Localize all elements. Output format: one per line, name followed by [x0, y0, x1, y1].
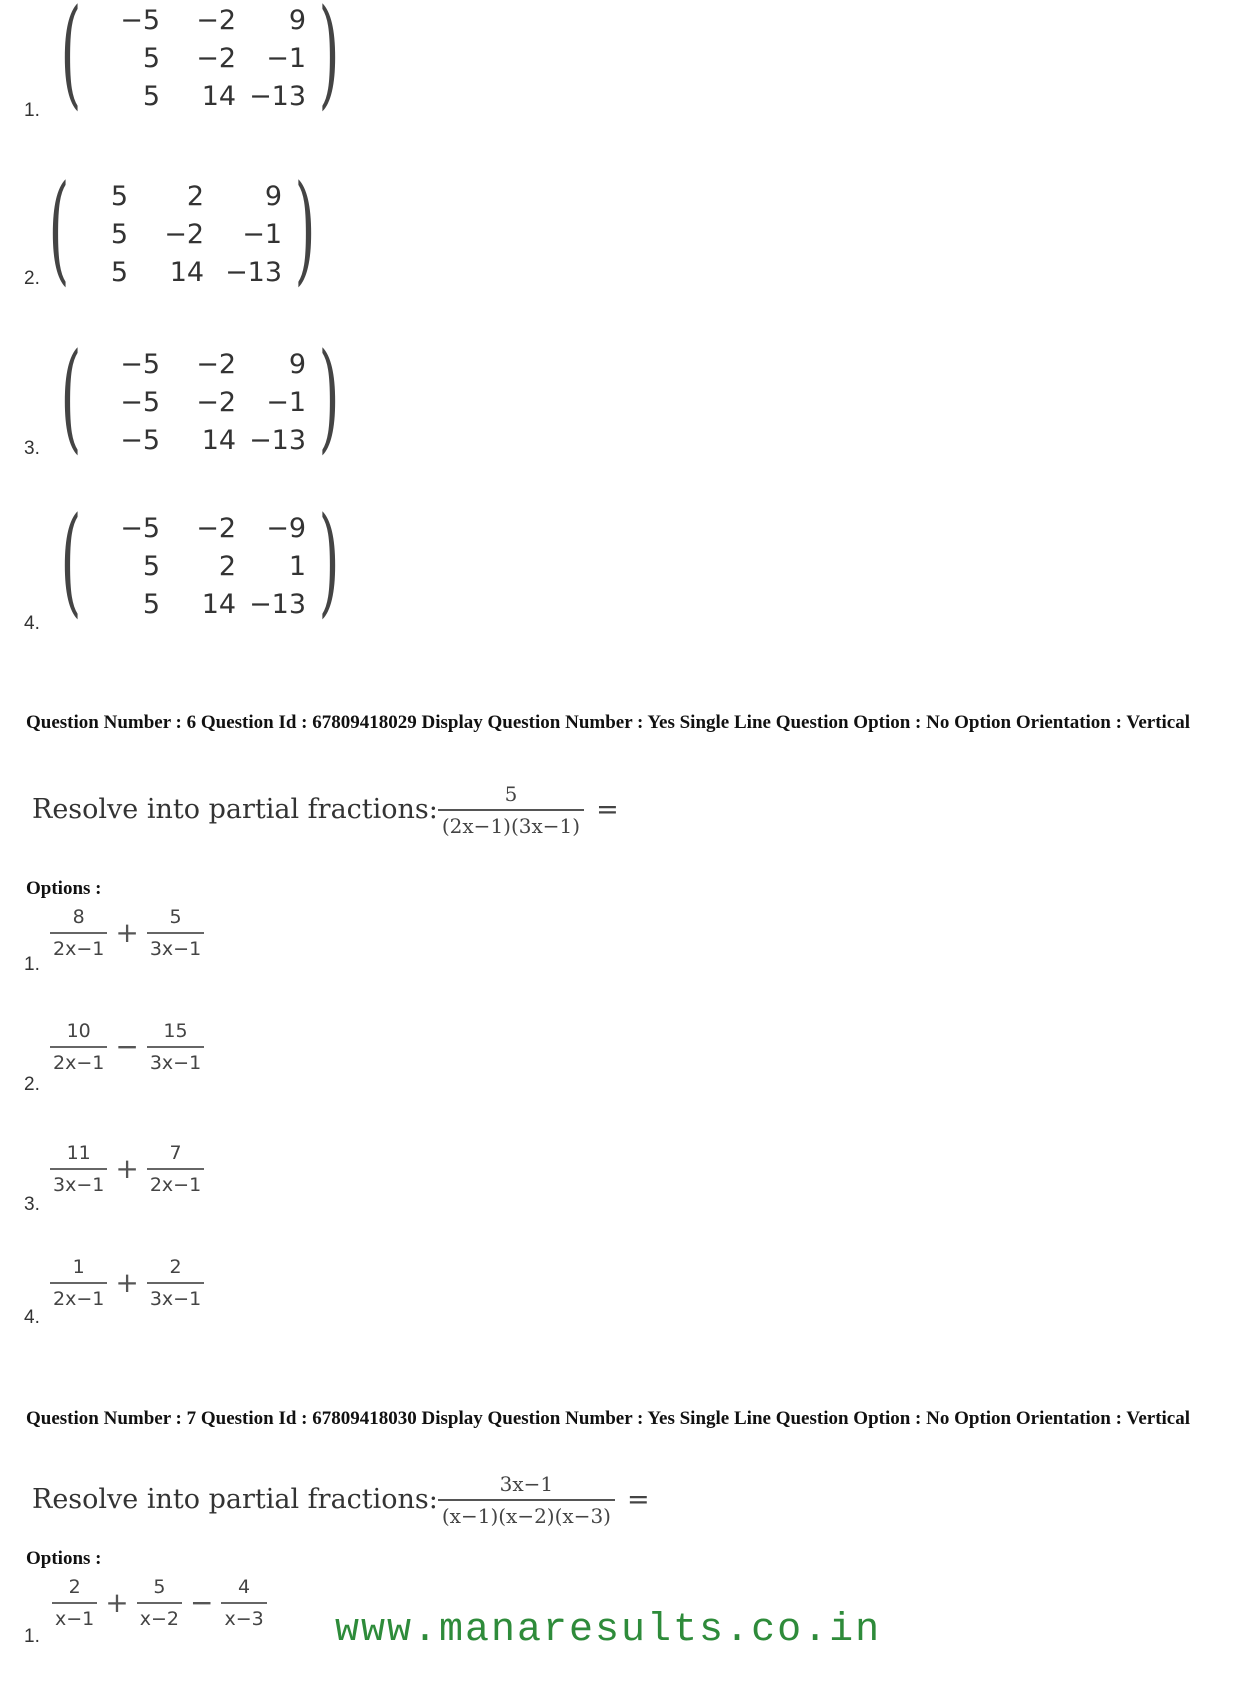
fraction — [147, 906, 204, 960]
matrix-grid — [82, 178, 282, 292]
right-paren: ) — [318, 491, 340, 629]
fraction — [147, 1256, 204, 1310]
matrix-cell: 5 — [142, 589, 161, 620]
stem-text: Resolve into partial fractions: — [32, 794, 438, 826]
matrix — [48, 327, 352, 465]
fraction-denominator: 2x−1 — [53, 937, 105, 960]
fraction-numerator: 10 — [66, 1020, 91, 1042]
right-paren: ) — [294, 159, 316, 297]
fraction-sum — [52, 1576, 267, 1630]
option-number: 4. — [24, 1307, 40, 1328]
fraction-numerator: 7 — [169, 1142, 182, 1164]
question-7-header: Question Number : 7 Question Id : 67809418030 Display Question Number : Yes Single Line Question Option : No Option Orientation : Vertical — [26, 1408, 1191, 1429]
stem-text: Resolve into partial fractions: — [32, 1484, 438, 1516]
left-paren: ( — [60, 0, 82, 121]
matrix-cell: 9 — [288, 349, 307, 380]
fraction-numerator: 5 — [504, 782, 518, 806]
fraction-denominator: 3x−1 — [149, 1287, 202, 1310]
matrix-cell: 14 — [169, 257, 205, 288]
fraction-numerator: 15 — [163, 1020, 188, 1042]
matrix-cell: −13 — [225, 257, 283, 288]
fraction — [52, 1576, 97, 1630]
fraction-numerator: 1 — [72, 1256, 85, 1278]
matrix — [36, 159, 328, 297]
fraction-denominator: (x−1)(x−2)(x−3) — [441, 1503, 611, 1528]
fraction-numerator: 8 — [72, 906, 85, 928]
fraction-numerator: 4 — [238, 1576, 251, 1598]
matrix-cell: −1 — [266, 387, 307, 418]
matrix-cell: −2 — [196, 43, 237, 74]
operator: − — [190, 1586, 214, 1620]
option-number: 1. — [24, 1626, 40, 1647]
fraction-sum — [50, 1256, 204, 1310]
matrix-cell: 5 — [110, 219, 129, 250]
question-7-stem — [32, 1472, 650, 1528]
matrix-cell: 9 — [264, 181, 283, 212]
matrix-cell: 14 — [201, 589, 237, 620]
option-number: 2. — [24, 1074, 40, 1095]
right-paren: ) — [318, 0, 340, 121]
operator: + — [105, 1586, 129, 1620]
matrix-cell: −2 — [164, 219, 205, 250]
fraction-denominator: 3x−1 — [149, 937, 202, 960]
fraction-numerator: 2 — [68, 1576, 81, 1598]
fraction-denominator: x−1 — [55, 1607, 95, 1630]
left-paren: ( — [60, 327, 82, 465]
matrix-cell: 9 — [288, 5, 307, 36]
fraction — [137, 1576, 182, 1630]
matrix-cell: 1 — [288, 551, 307, 582]
fraction — [147, 1142, 204, 1196]
matrix-cell: 5 — [142, 81, 161, 112]
matrix-cell: −13 — [249, 81, 307, 112]
option-number: 1. — [24, 954, 40, 975]
matrix — [48, 491, 352, 629]
matrix-cell: 5 — [142, 551, 161, 582]
matrix-cell: −2 — [196, 387, 237, 418]
option-number: 4. — [24, 613, 40, 634]
fraction — [147, 1020, 204, 1074]
matrix-cell: 5 — [142, 43, 161, 74]
matrix-grid — [94, 346, 306, 460]
matrix-cell: −2 — [196, 513, 237, 544]
fraction-sum — [50, 1142, 204, 1196]
stem-fraction — [438, 1472, 615, 1528]
matrix-cell: 2 — [186, 181, 205, 212]
fraction — [50, 1020, 107, 1074]
matrix-cell: 2 — [218, 551, 237, 582]
fraction-numerator: 5 — [169, 906, 182, 928]
equals-sign: = — [596, 794, 619, 826]
right-paren: ) — [318, 327, 340, 465]
matrix-cell: 14 — [201, 425, 237, 456]
fraction — [50, 906, 107, 960]
matrix-cell: −5 — [120, 425, 161, 456]
watermark: www.manaresults.co.in — [335, 1608, 882, 1653]
fraction — [50, 1256, 107, 1310]
operator: + — [115, 916, 139, 950]
option-number: 2. — [24, 268, 40, 289]
matrix-cell: −2 — [196, 5, 237, 36]
fraction-denominator: 2x−1 — [53, 1051, 105, 1074]
option-number: 1. — [24, 100, 40, 121]
matrix-grid — [94, 510, 306, 624]
operator: + — [115, 1266, 139, 1300]
left-paren: ( — [48, 159, 70, 297]
matrix-cell: −13 — [249, 589, 307, 620]
question-6-header: Question Number : 6 Question Id : 67809418029 Display Question Number : Yes Single Line Question Option : No Option Orientation : Vertical — [26, 712, 1191, 733]
matrix-cell: −5 — [120, 513, 161, 544]
matrix — [48, 0, 352, 121]
matrix-cell: −9 — [266, 513, 307, 544]
fraction-numerator: 5 — [153, 1576, 166, 1598]
fraction-denominator: 3x−1 — [149, 1051, 202, 1074]
matrix-cell: −5 — [120, 387, 161, 418]
matrix-cell: −1 — [242, 219, 283, 250]
matrix-cell: 5 — [110, 257, 129, 288]
fraction-denominator: x−3 — [224, 1607, 264, 1630]
fraction — [221, 1576, 266, 1630]
fraction-denominator: 2x−1 — [149, 1173, 202, 1196]
option-number: 3. — [24, 1194, 40, 1215]
option-number: 3. — [24, 438, 40, 459]
matrix-cell: −1 — [266, 43, 307, 74]
operator: + — [115, 1152, 139, 1186]
question-6-stem — [32, 782, 619, 838]
fraction-sum — [50, 906, 204, 960]
question-6-options-label: Options : — [26, 878, 102, 899]
left-paren: ( — [60, 491, 82, 629]
fraction-denominator: (2x−1)(3x−1) — [441, 813, 581, 838]
stem-fraction — [438, 782, 584, 838]
matrix-cell: −13 — [249, 425, 307, 456]
fraction-denominator: 3x−1 — [53, 1173, 105, 1196]
question-7-options-label: Options : — [26, 1548, 102, 1569]
fraction-numerator: 2 — [169, 1256, 182, 1278]
matrix-cell: −5 — [120, 349, 161, 380]
fraction — [50, 1142, 107, 1196]
equals-sign: = — [626, 1484, 650, 1516]
matrix-cell: 14 — [201, 81, 237, 112]
fraction-numerator: 11 — [66, 1142, 91, 1164]
fraction-sum — [50, 1020, 204, 1074]
matrix-cell: −5 — [120, 5, 161, 36]
matrix-cell: −2 — [196, 349, 237, 380]
fraction-denominator: x−2 — [139, 1607, 179, 1630]
fraction-numerator: 3x−1 — [499, 1472, 554, 1496]
matrix-grid — [94, 2, 306, 116]
fraction-denominator: 2x−1 — [53, 1287, 105, 1310]
operator: − — [115, 1030, 139, 1064]
matrix-cell: 5 — [110, 181, 129, 212]
